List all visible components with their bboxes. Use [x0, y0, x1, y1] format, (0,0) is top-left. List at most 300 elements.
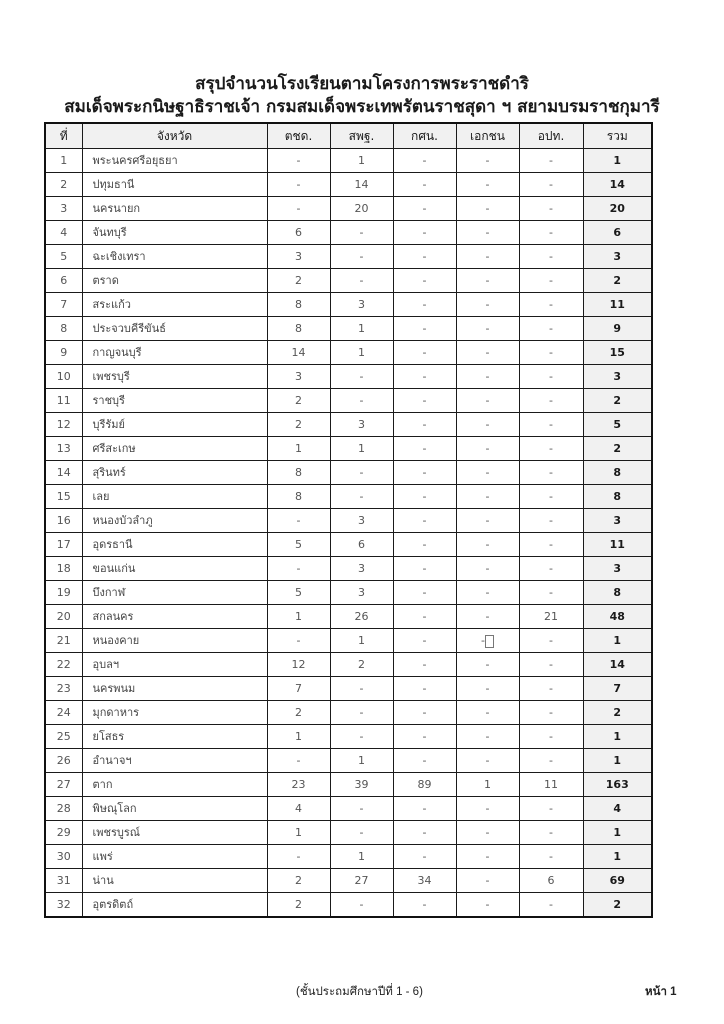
cell-no: [45, 341, 82, 365]
cell-total-text: 4: [613, 802, 622, 815]
cell-lao-text: -: [549, 682, 553, 695]
table-row: [45, 461, 652, 485]
header-private: เอกชน: [456, 123, 519, 149]
cell-obec-text: -: [359, 394, 364, 407]
cell-no: [45, 749, 82, 773]
cell-nfe: [393, 653, 456, 677]
cell-bpp: [267, 797, 330, 821]
cell-total-text: 1: [613, 754, 622, 767]
header-nfe: กศน.: [393, 123, 456, 149]
cell-total-text: 2: [613, 442, 622, 455]
cell-no-text: 32: [56, 898, 71, 911]
cell-obec-text: 3: [358, 298, 365, 311]
cell-total-text: 8: [613, 490, 622, 503]
cell-province: [82, 341, 267, 365]
cell-bpp: [267, 317, 330, 341]
cell-lao: [519, 389, 583, 413]
cell-province: [82, 221, 267, 245]
cell-obec-text: 1: [358, 754, 365, 767]
cell-private-text: -: [485, 298, 490, 311]
header-obec: สพฐ.: [330, 123, 393, 149]
cell-no-text: 14: [56, 466, 71, 479]
table-row: [45, 605, 652, 629]
table-row: [45, 629, 652, 653]
cell-lao-text: -: [549, 298, 553, 311]
cell-bpp: [267, 269, 330, 293]
cell-bpp-text: 8: [295, 322, 302, 335]
cell-private: [456, 893, 519, 918]
cell-nfe: [393, 197, 456, 221]
cell-no: [45, 533, 82, 557]
cell-private: [456, 173, 519, 197]
school-summary-table: [44, 122, 653, 918]
cell-province: [82, 653, 267, 677]
table-row: [45, 797, 652, 821]
cell-total-text: 2: [613, 394, 622, 407]
cell-no-text: 9: [60, 346, 68, 359]
cell-province: [82, 389, 267, 413]
cell-private-text: -: [485, 802, 490, 815]
cell-lao-text: -: [549, 154, 553, 167]
cell-province-text: บุรีรัมย์: [92, 418, 125, 431]
cell-nfe: [393, 269, 456, 293]
cell-total-text: 3: [613, 250, 622, 263]
cell-province-text: น่าน: [92, 874, 114, 887]
cell-no: [45, 797, 82, 821]
cell-obec: [330, 869, 393, 893]
table-row: [45, 701, 652, 725]
cell-obec: [330, 629, 393, 653]
cell-total: [583, 653, 652, 677]
cell-total: [583, 149, 652, 173]
cell-nfe-text: -: [422, 274, 427, 287]
cell-private-text: -: [485, 226, 490, 239]
cell-nfe-text: -: [422, 322, 427, 335]
cell-total-text: 163: [605, 778, 629, 791]
cell-total: [583, 437, 652, 461]
table-row: [45, 413, 652, 437]
cell-private-text: -: [485, 466, 490, 479]
cell-province: [82, 725, 267, 749]
cell-bpp-text: -: [296, 754, 301, 767]
cell-private: [456, 821, 519, 845]
cell-no: [45, 437, 82, 461]
cell-total: [583, 269, 652, 293]
cell-obec: [330, 461, 393, 485]
cell-lao: [519, 317, 583, 341]
cell-lao-text: -: [549, 322, 553, 335]
cell-total-text: 8: [613, 466, 622, 479]
cell-no-text: 8: [60, 322, 68, 335]
cell-nfe-text: -: [422, 898, 427, 911]
cell-no-text: 21: [56, 634, 71, 647]
cell-no: [45, 509, 82, 533]
cell-nfe: [393, 749, 456, 773]
cell-province-text: สระแก้ว: [92, 298, 131, 311]
cell-no-text: 13: [56, 442, 71, 455]
cell-lao-text: -: [549, 394, 553, 407]
cell-private-text: -: [485, 538, 490, 551]
cell-obec-text: 3: [358, 562, 365, 575]
table-header-row: [45, 123, 652, 149]
cell-no: [45, 221, 82, 245]
cell-private: [456, 557, 519, 581]
cell-bpp-text: 2: [295, 874, 302, 887]
cell-no-text: 25: [56, 730, 71, 743]
cell-province-text: สุรินทร์: [92, 466, 126, 479]
cell-province: [82, 605, 267, 629]
cell-no-text: 15: [56, 490, 71, 503]
cell-no-text: 7: [60, 298, 68, 311]
document-subtitle: สมเด็จพระกนิษฐาธิราชเจ้า กรมสมเด็จพระเทพรัตนราชสุดา ฯ สยามบรมราชกุมารี: [64, 97, 660, 117]
cell-no-text: 23: [56, 682, 71, 695]
cell-nfe-text: -: [422, 394, 427, 407]
cell-province: [82, 269, 267, 293]
cell-lao-text: -: [549, 466, 553, 479]
cell-lao-text: -: [549, 514, 553, 527]
cell-lao-text: 6: [547, 874, 555, 887]
cell-nfe: [393, 677, 456, 701]
cell-no: [45, 653, 82, 677]
cell-province: [82, 197, 267, 221]
cell-no: [45, 821, 82, 845]
cell-bpp: [267, 869, 330, 893]
cell-province: [82, 701, 267, 725]
cell-no: [45, 773, 82, 797]
header-no: ที่: [45, 123, 82, 149]
cell-nfe: [393, 821, 456, 845]
cell-bpp: [267, 533, 330, 557]
cell-province: [82, 581, 267, 605]
cell-province-text: ปทุมธานี: [92, 178, 135, 191]
cell-bpp-text: 8: [295, 298, 302, 311]
cell-province: [82, 485, 267, 509]
cell-province-text: มุกดาหาร: [92, 706, 140, 719]
cell-province: [82, 533, 267, 557]
cell-bpp-text: 2: [295, 418, 302, 431]
table-row: [45, 197, 652, 221]
cell-obec: [330, 437, 393, 461]
cell-province-text: ตราด: [92, 274, 119, 287]
table-row: [45, 221, 652, 245]
cell-total-text: 14: [609, 658, 625, 671]
cell-no: [45, 173, 82, 197]
cell-no: [45, 245, 82, 269]
cell-lao-text: -: [549, 274, 553, 287]
cell-no-text: 3: [60, 202, 68, 215]
cell-private: [456, 437, 519, 461]
cell-obec-text: 3: [358, 418, 365, 431]
cell-bpp: [267, 461, 330, 485]
cell-bpp-text: 1: [295, 730, 302, 743]
cell-private-text: -: [485, 562, 490, 575]
cell-lao: [519, 581, 583, 605]
cell-lao: [519, 485, 583, 509]
cell-province-text: บึงกาฬ: [92, 586, 126, 599]
cell-private: [456, 725, 519, 749]
cell-no-text: 20: [56, 610, 71, 623]
cell-private: [456, 317, 519, 341]
cell-lao-text: -: [549, 898, 553, 911]
cell-nfe: [393, 773, 456, 797]
cell-bpp-text: 2: [295, 274, 302, 287]
cell-private-text: -: [485, 898, 490, 911]
cell-lao: [519, 845, 583, 869]
cell-bpp-text: -: [296, 850, 301, 863]
cell-total: [583, 389, 652, 413]
cell-obec-text: 1: [358, 442, 365, 455]
cell-private: [456, 845, 519, 869]
cell-lao: [519, 797, 583, 821]
cell-province-text: สกลนคร: [92, 610, 134, 623]
cell-no-text: 28: [56, 802, 71, 815]
cell-total: [583, 605, 652, 629]
cell-total-text: 5: [613, 418, 622, 431]
cell-lao: [519, 605, 583, 629]
cell-no: [45, 197, 82, 221]
table-row: [45, 365, 652, 389]
table-row: [45, 389, 652, 413]
cell-private: [456, 653, 519, 677]
cell-province-text: กาญจนบุรี: [92, 346, 142, 359]
cell-private-text: -: [485, 442, 490, 455]
cell-lao: [519, 269, 583, 293]
cell-nfe-text: -: [422, 250, 427, 263]
cell-obec-text: -: [359, 466, 364, 479]
footer-note: (ชั้นประถมศึกษาปีที่ 1 - 6): [296, 986, 423, 998]
cell-obec-text: -: [359, 490, 364, 503]
cell-private: [456, 413, 519, 437]
cell-obec: [330, 221, 393, 245]
table-row: [45, 557, 652, 581]
cell-bpp-text: 14: [291, 346, 306, 359]
cell-province: [82, 845, 267, 869]
cell-bpp: [267, 197, 330, 221]
cell-total-text: 3: [613, 370, 622, 383]
cell-province-text: ตาก: [92, 778, 113, 791]
cell-obec-text: 6: [358, 538, 365, 551]
cell-private-text: -: [485, 682, 490, 695]
table-row: [45, 653, 652, 677]
cell-nfe-text: -: [422, 226, 427, 239]
cell-lao: [519, 461, 583, 485]
cell-obec-text: 2: [358, 658, 365, 671]
cell-total: [583, 821, 652, 845]
cell-total-text: 3: [613, 562, 622, 575]
cell-nfe: [393, 149, 456, 173]
cell-obec-text: -: [359, 730, 364, 743]
cell-private: [456, 581, 519, 605]
cell-lao: [519, 437, 583, 461]
cell-lao: [519, 149, 583, 173]
cell-total: [583, 221, 652, 245]
header-total: รวม: [583, 123, 652, 149]
cell-lao: [519, 509, 583, 533]
cell-lao-text: -: [549, 634, 553, 647]
cell-private-text: -: [485, 490, 490, 503]
cell-nfe-text: -: [422, 730, 427, 743]
cell-nfe-text: -: [422, 298, 427, 311]
cell-total-text: 3: [613, 514, 622, 527]
cell-bpp: [267, 245, 330, 269]
cell-lao-text: -: [549, 178, 553, 191]
cell-province: [82, 413, 267, 437]
cell-no-text: 19: [56, 586, 71, 599]
cell-bpp: [267, 149, 330, 173]
cell-no-text: 17: [56, 538, 71, 551]
cell-nfe-text: -: [422, 802, 427, 815]
cell-total-text: 7: [613, 682, 622, 695]
cell-lao: [519, 221, 583, 245]
cell-bpp: [267, 389, 330, 413]
cell-obec: [330, 389, 393, 413]
cell-no: [45, 725, 82, 749]
cell-obec: [330, 773, 393, 797]
cell-nfe-text: -: [422, 418, 427, 431]
cell-province: [82, 749, 267, 773]
cell-nfe-text: -: [422, 178, 427, 191]
cell-private: [456, 485, 519, 509]
cell-obec-text: 3: [358, 586, 365, 599]
cell-obec-text: -: [359, 250, 364, 263]
cell-private-text: -: [485, 274, 490, 287]
cell-bpp: [267, 677, 330, 701]
cell-obec-text: 3: [358, 514, 365, 527]
cell-no: [45, 893, 82, 918]
cell-lao: [519, 629, 583, 653]
header-province: จังหวัด: [82, 123, 267, 149]
cell-total: [583, 365, 652, 389]
header-bpp: ตชด.: [267, 123, 330, 149]
cell-nfe-text: -: [422, 154, 427, 167]
cell-nfe-text: -: [422, 850, 427, 863]
cell-bpp: [267, 581, 330, 605]
cell-private-text: -: [485, 154, 490, 167]
cell-total: [583, 341, 652, 365]
cell-total: [583, 173, 652, 197]
cell-lao: [519, 533, 583, 557]
cell-private: [456, 677, 519, 701]
cell-private-text: -: [485, 370, 490, 383]
cell-lao: [519, 701, 583, 725]
cell-lao: [519, 365, 583, 389]
cell-bpp: [267, 557, 330, 581]
cell-lao-text: -: [549, 730, 553, 743]
cell-bpp-text: 1: [295, 610, 302, 623]
table-row: [45, 773, 652, 797]
cell-obec: [330, 701, 393, 725]
cell-nfe-text: -: [422, 202, 427, 215]
cell-no-text: 12: [56, 418, 71, 431]
table-row: [45, 725, 652, 749]
cell-lao-text: -: [549, 418, 553, 431]
cell-lao-text: 11: [544, 778, 558, 791]
cell-bpp: [267, 365, 330, 389]
cell-obec: [330, 581, 393, 605]
table-row: [45, 893, 652, 918]
cell-lao: [519, 293, 583, 317]
cell-province: [82, 461, 267, 485]
cell-lao-text: -: [549, 370, 553, 383]
cell-private-text: -: [481, 634, 485, 647]
cell-bpp-text: 23: [291, 778, 306, 791]
cell-total-text: 1: [613, 826, 622, 839]
cell-bpp-text: -: [296, 154, 301, 167]
cell-private-text: -: [485, 730, 490, 743]
cell-no-text: 18: [56, 562, 71, 575]
cell-lao: [519, 677, 583, 701]
table-row: [45, 581, 652, 605]
cell-obec: [330, 413, 393, 437]
cell-no-text: 1: [60, 154, 68, 167]
cell-obec: [330, 557, 393, 581]
cell-nfe-text: -: [422, 466, 427, 479]
cell-no: [45, 293, 82, 317]
cell-total-text: 9: [613, 322, 622, 335]
cell-province: [82, 629, 267, 653]
cell-lao-text: -: [549, 658, 553, 671]
cell-nfe: [393, 341, 456, 365]
cell-obec: [330, 173, 393, 197]
cell-nfe: [393, 533, 456, 557]
cell-bpp: [267, 341, 330, 365]
cell-nfe: [393, 845, 456, 869]
table-row: [45, 821, 652, 845]
cell-total: [583, 461, 652, 485]
cell-province-text: ราชบุรี: [92, 394, 125, 407]
table-row: [45, 341, 652, 365]
cell-no: [45, 269, 82, 293]
cell-obec-text: 26: [354, 610, 369, 623]
header-lao: อปท.: [519, 123, 583, 149]
cell-lao: [519, 869, 583, 893]
cell-lao: [519, 245, 583, 269]
cell-private-text: -: [485, 706, 490, 719]
cell-nfe: [393, 869, 456, 893]
cell-province-text: เลย: [92, 490, 110, 503]
cell-bpp: [267, 437, 330, 461]
cell-province: [82, 557, 267, 581]
cell-total-text: 2: [613, 274, 622, 287]
cell-total-text: 1: [613, 154, 622, 167]
cell-lao-text: -: [549, 202, 553, 215]
cell-total: [583, 509, 652, 533]
cell-nfe-text: -: [422, 490, 427, 503]
cell-province-text: หนองคาย: [92, 634, 140, 647]
table-row: [45, 245, 652, 269]
table-row: [45, 485, 652, 509]
cell-lao-text: -: [549, 538, 553, 551]
cell-total: [583, 413, 652, 437]
table-row: [45, 173, 652, 197]
cell-total-text: 8: [613, 586, 622, 599]
cell-lao-text: -: [549, 826, 553, 839]
cell-total: [583, 869, 652, 893]
cell-nfe: [393, 317, 456, 341]
cell-private: [456, 245, 519, 269]
cell-total: [583, 845, 652, 869]
cell-province-text: เพชรบุรี: [92, 370, 130, 383]
cell-bpp: [267, 725, 330, 749]
cell-total-text: 1: [613, 730, 622, 743]
cell-no: [45, 557, 82, 581]
cell-bpp-text: 5: [295, 586, 302, 599]
cell-total: [583, 749, 652, 773]
cell-obec: [330, 749, 393, 773]
cell-bpp-text: 3: [295, 250, 302, 263]
cell-total: [583, 197, 652, 221]
cell-province: [82, 509, 267, 533]
